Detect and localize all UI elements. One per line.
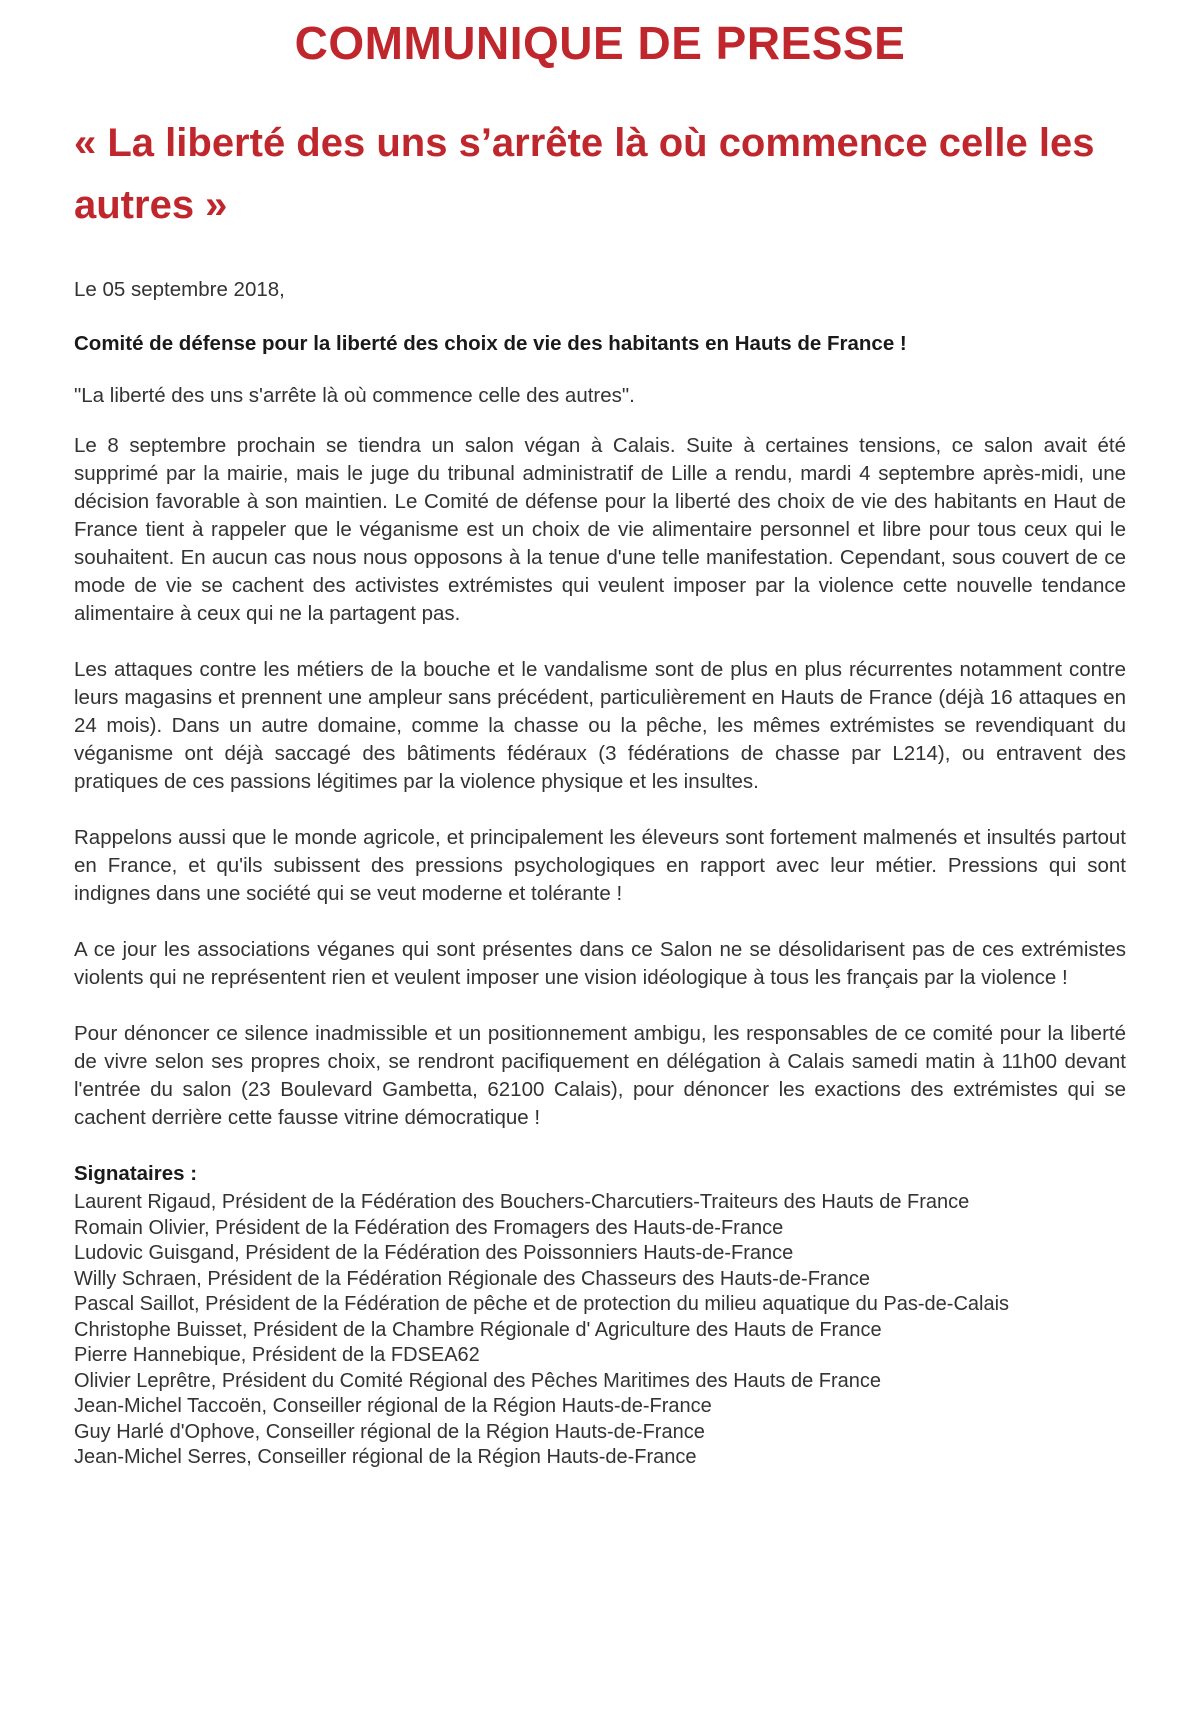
signatory: Laurent Rigaud, Président de la Fédération des Bouchers-Charcutiers-Traiteurs des Hauts de France [74,1191,970,1213]
document-body [74,276,1126,1471]
paragraph: Les attaques contre les métiers de la bouche et le vandalisme sont de plus en plus récurrentes notamment contre leurs magasins et prennent une ampleur sans précédent, particulièrement en Hauts de France (déjà 16 attaques en 24 mois). Dans un autre domaine, comme la chasse ou la pêche, les mêmes extrémistes se revendiquant du véganisme ont déjà saccagé des bâtiments fédéraux (3 fédérations de chasse par L214), ou entravent des pratiques de ces passions légitimes par la violence physique et les insultes. [74,658,1126,793]
signatories-list [74,1190,1126,1471]
signatory: Willy Schraen, Président de la Fédération Régionale des Chasseurs des Hauts-de-France [74,1267,870,1290]
release-date: Le 05 septembre 2018, [74,278,285,301]
signatory: Romain Olivier, Président de la Fédération des Fromagers des Hauts-de-France [74,1216,784,1239]
paragraph: Pour dénoncer ce silence inadmissible et un positionnement ambigu, les responsables de ce comité pour la liberté de vivre selon ses propres choix, se rendront pacifiquement en délégation à Calais samedi matin à 11h00 devant l'entrée du salon (23 Boulevard Gambetta, 62100 Calais), pour dénoncer les exactions des extrémistes qui se cachent derrière cette fausse vitrine démocratique ! [74,1022,1126,1129]
signatory: Pierre Hannebique, Président de la FDSEA62 [74,1344,480,1366]
quote: "La liberté des uns s'arrête là où commence celle des autres". [74,384,635,407]
paragraph: A ce jour les associations véganes qui sont présentes dans ce Salon ne se désolidarisent pas de ces extrémistes violents qui ne représentent rien et veulent imposer une vision idéologique à tous les français par la violence ! [74,938,1126,989]
paragraph: Rappelons aussi que le monde agricole, et principalement les éleveurs sont fortement malmenés et insultés partout en France, et qu'ils subissent des pressions psychologiques en rapport avec leur métier. Pressions qui sont indignes dans une société qui se veut moderne et tolérante ! [74,826,1126,905]
signatory: Jean-Michel Taccoën, Conseiller régional de la Région Hauts-de-France [74,1395,712,1417]
signatory: Pascal Saillot, Président de la Fédération de pêche et de protection du milieu aquatique du Pas-de-Calais [74,1293,1010,1315]
paragraph: Le 8 septembre prochain se tiendra un salon végan à Calais. Suite à certaines tensions, ce salon avait été supprimé par la mairie, mais le juge du tribunal administratif de Lille a rendu, mardi 4 septembre après-midi, une décision favorable à son maintien. Le Comité de défense pour la liberté des choix de vie des habitants en Haut de France tient à rappeler que le véganisme est un choix de vie alimentaire personnel et libre pour tous ceux qui le souhaitent. En aucun cas nous nous opposons à la tenue d'une telle manifestation. Cependant, sous couvert de ce mode de vie se cachent des activistes extrémistes qui veulent imposer par la violence cette nouvelle tendance alimentaire à ceux qui ne la partagent pas. [74,434,1126,625]
signatory: Christophe Buisset, Président de la Chambre Régionale d' Agriculture des Hauts de France [74,1318,882,1341]
signatory: Guy Harlé d'Ophove, Conseiller régional de la Région Hauts-de-France [74,1420,705,1443]
document-title: COMMUNIQUE DE PRESSE [294,17,906,69]
signatory: Ludovic Guisgand, Président de la Fédération des Poissonniers Hauts-de-France [74,1242,794,1264]
signatories-label: Signataires : [74,1162,198,1185]
committee-name: Comité de défense pour la liberté des choix de vie des habitants en Hauts de France ! [74,332,907,355]
headline: « La liberté des uns s’arrête là où commence celle les autres » [74,121,1095,227]
signatory: Olivier Leprêtre, Président du Comité Régional des Pêches Maritimes des Hauts de France [74,1369,882,1392]
signatory: Jean-Michel Serres, Conseiller régional de la Région Hauts-de-France [74,1446,697,1468]
